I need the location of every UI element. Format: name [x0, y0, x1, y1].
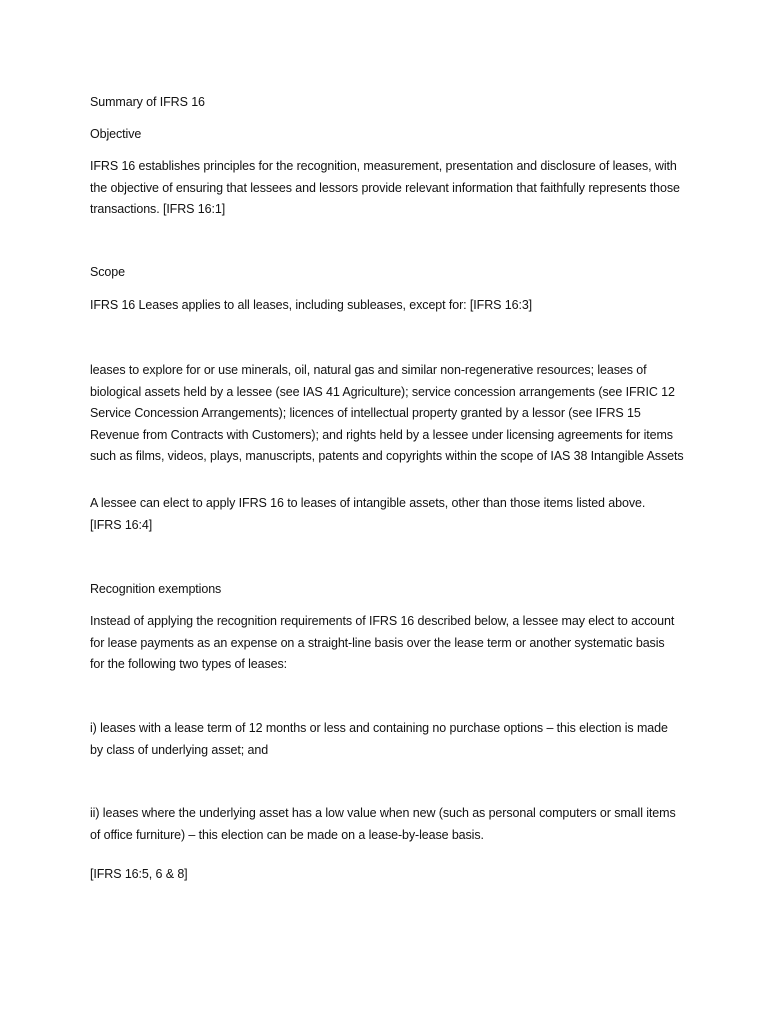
exemption-item-i: i) leases with a lease term of 12 months or less and containing no purchase options – this election is made by class of underlying asset; and — [90, 721, 668, 757]
scope-heading: Scope — [90, 265, 125, 279]
objective-heading: Objective — [90, 127, 142, 141]
scope-exceptions-paragraph: leases to explore for or use minerals, oil, natural gas and similar non-regenerative resources; leases of biological assets held by a lessee (see IAS 41 Agriculture); service concession arrangements (see IFRIC 12 Service Concession Arrangements); licences of intellectual property granted by a lessor (see IFRS 15 Revenue from Contracts with Customers); and rights held by a lessee under licensing agreements for items such as films, videos, plays, manuscripts, patents and copyrights within the scope of IAS 38 Intangible Assets — [90, 363, 684, 463]
exemptions-reference: [IFRS 16:5, 6 & 8] — [90, 867, 188, 881]
exemption-item-ii: ii) leases where the underlying asset has a low value when new (such as personal computers or small items of office furniture) – this election can be made on a lease-by-lease basis. — [90, 806, 676, 842]
lessee-election-paragraph: A lessee can elect to apply IFRS 16 to leases of intangible assets, other than those items listed above. [IFRS 16:4] — [90, 496, 646, 532]
scope-paragraph: IFRS 16 Leases applies to all leases, including subleases, except for: [IFRS 16:3] — [90, 298, 533, 312]
document-title: Summary of IFRS 16 — [90, 95, 205, 109]
recognition-exemptions-paragraph: Instead of applying the recognition requirements of IFRS 16 described below, a lessee may elect to account for lease payments as an expense on a straight-line basis over the lease term or another systematic basis for the following two types of leases: — [90, 614, 675, 671]
objective-paragraph: IFRS 16 establishes principles for the recognition, measurement, presentation and disclosure of leases, with the objective of ensuring that lessees and lessors provide relevant information that faithfully represents those transactions. [IFRS 16:1] — [90, 159, 680, 216]
recognition-exemptions-heading: Recognition exemptions — [90, 582, 222, 596]
